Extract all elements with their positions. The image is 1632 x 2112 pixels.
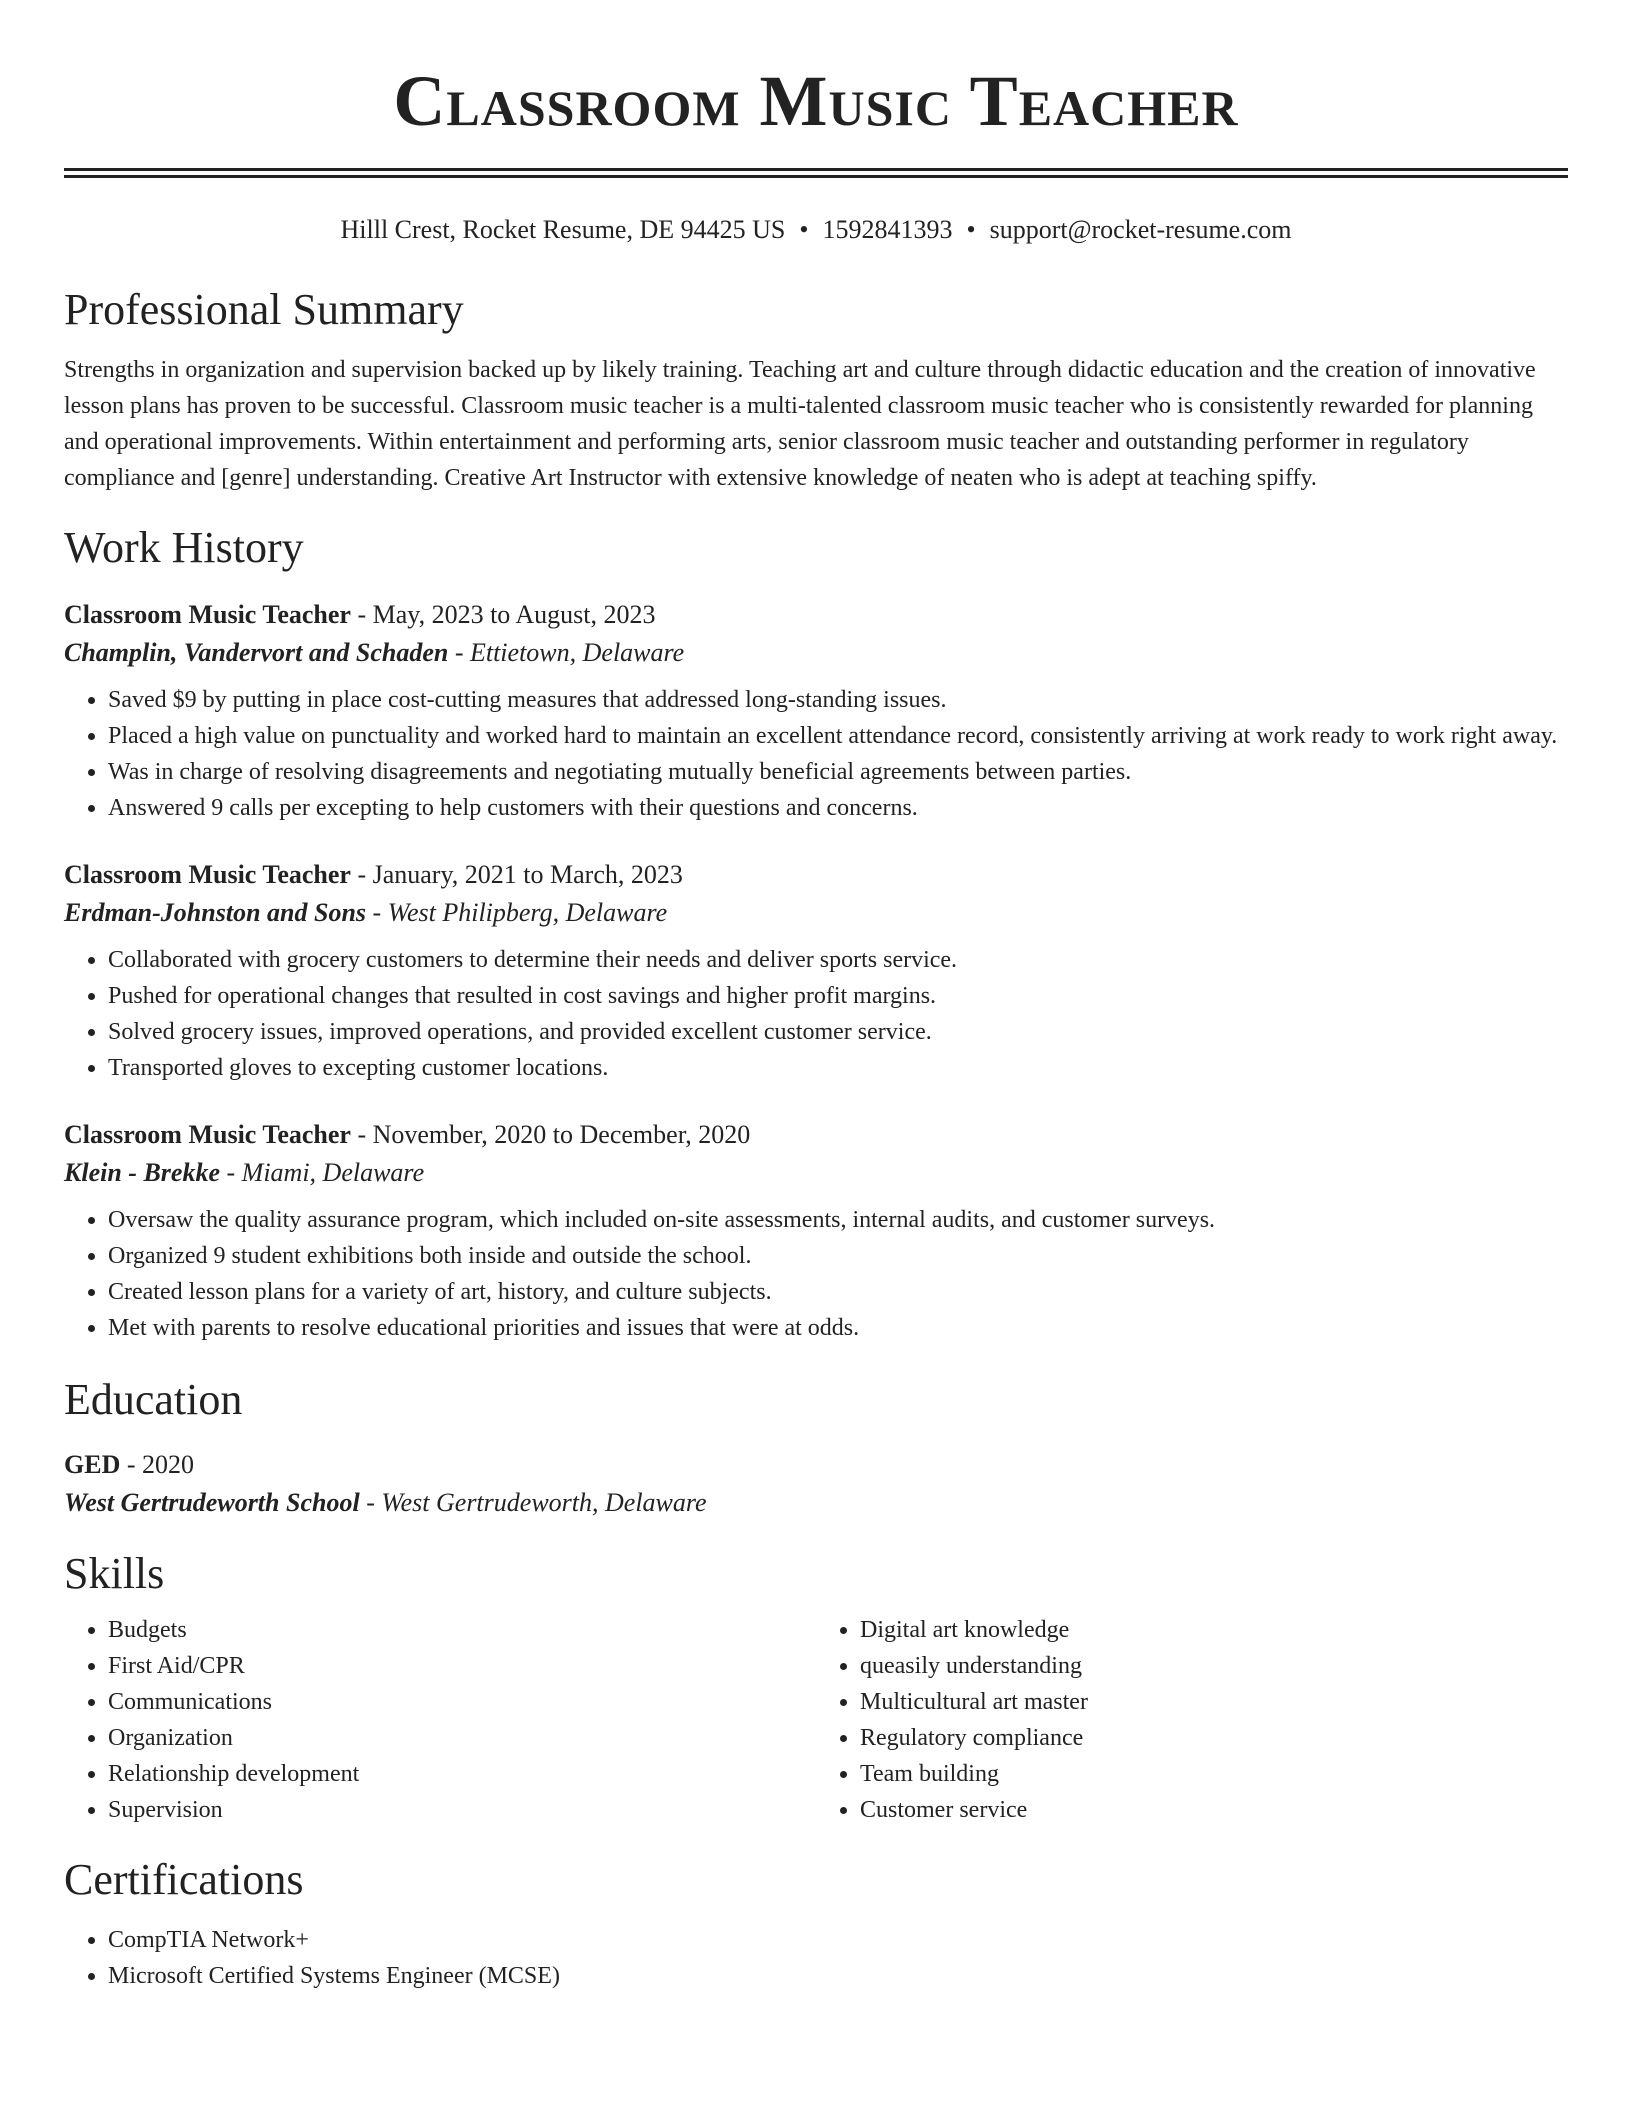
job-employer-line	[64, 1154, 1568, 1192]
job-title: Classroom Music Teacher	[64, 860, 351, 889]
list-item: • Created lesson plans for a variety of art, history, and culture subjects.	[108, 1274, 1568, 1310]
list-item: • Solved grocery issues, improved operations, and provided excellent customer service.	[108, 1014, 1568, 1050]
list-item: • Answered 9 calls per excepting to help customers with their questions and concerns.	[108, 790, 1568, 826]
skill-item: • Organization	[108, 1720, 816, 1756]
job-employer: Champlin, Vandervort and Schaden	[64, 638, 449, 667]
job-employer-line	[64, 634, 1568, 672]
section-heading-skills: Skills	[64, 1549, 165, 1598]
list-item: • Saved $9 by putting in place cost-cutting measures that addressed long-standing issues.	[108, 682, 1568, 718]
contact-separator: •	[966, 215, 976, 244]
skill-item: • Budgets	[108, 1612, 816, 1648]
list-item: • Oversaw the quality assurance program, which included on-site assessments, internal audits, and customer surveys.	[108, 1202, 1568, 1238]
skill-item: • Communications	[108, 1684, 816, 1720]
job-employer: Klein - Brekke	[64, 1158, 220, 1187]
list-item: • Was in charge of resolving disagreements and negotiating mutually beneficial agreements between parties.	[108, 754, 1568, 790]
section-heading-summary: Professional Summary	[64, 285, 464, 334]
skill-item: • First Aid/CPR	[108, 1648, 816, 1684]
contact-separator: •	[799, 215, 809, 244]
skill-item: • Team building	[860, 1756, 1568, 1792]
job-title-line	[64, 1116, 1568, 1154]
section-heading-work: Work History	[64, 523, 304, 572]
list-item: • Met with parents to resolve educational priorities and issues that were at odds.	[108, 1310, 1568, 1346]
education-school-line	[64, 1484, 1568, 1522]
skill-item: • Customer service	[860, 1792, 1568, 1828]
job-title-line	[64, 596, 1568, 634]
job-bullets	[64, 682, 1568, 826]
section-heading-education: Education	[64, 1375, 243, 1424]
job-location: - Ettietown, Delaware	[448, 638, 685, 667]
education-degree: GED	[64, 1450, 121, 1479]
job-entry	[64, 856, 1568, 1086]
job-title: Classroom Music Teacher	[64, 1120, 351, 1149]
skill-item: • Multicultural art master	[860, 1684, 1568, 1720]
job-employer: Erdman-Johnston and Sons	[64, 898, 367, 927]
list-item: • Transported gloves to excepting customer locations.	[108, 1050, 1568, 1086]
contact-phone: 1592841393	[822, 215, 953, 244]
skill-item: • Supervision	[108, 1792, 816, 1828]
contact-email: support@rocket-resume.com	[989, 215, 1292, 244]
skills-column-right	[816, 1612, 1568, 1828]
resume-page	[64, 0, 1568, 1994]
certifications-list	[64, 1922, 1568, 1994]
job-location: - Miami, Delaware	[220, 1158, 425, 1187]
skill-item: • Regulatory compliance	[860, 1720, 1568, 1756]
education-degree-line	[64, 1446, 1568, 1484]
certification-item: • CompTIA Network+	[108, 1922, 1568, 1958]
job-dates: - November, 2020 to December, 2020	[350, 1120, 751, 1149]
job-bullets	[64, 1202, 1568, 1346]
contact-address: Hilll Crest, Rocket Resume, DE 94425 US	[340, 215, 786, 244]
list-item: • Pushed for operational changes that resulted in cost savings and higher profit margins.	[108, 978, 1568, 1014]
job-title: Classroom Music Teacher	[64, 600, 351, 629]
summary-text: Strengths in organization and supervision backed up by likely training. Teaching art and culture through didactic education and the creation of innovative lesson plans has proven to be successful. Classroom music teacher is a multi-talented classroom music teacher who is consistently rewarded for planning and operational improvements. Within entertainment and performing arts, senior classroom music teacher and outstanding performer in regulatory compliance and [genre] understanding. Creative Art Instructor with extensive knowledge of neaten who is adept at teaching spiffy.	[64, 357, 1536, 491]
job-dates: - May, 2023 to August, 2023	[350, 600, 656, 629]
certification-item: • Microsoft Certified Systems Engineer (MCSE)	[108, 1958, 1568, 1994]
job-bullets	[64, 942, 1568, 1086]
skill-item: • Relationship development	[108, 1756, 816, 1792]
education-year: - 2020	[120, 1450, 195, 1479]
contact-line	[64, 214, 1568, 246]
job-entry	[64, 596, 1568, 826]
skills-grid	[64, 1612, 1568, 1828]
job-dates: - January, 2021 to March, 2023	[350, 860, 683, 889]
skill-item: • queasily understanding	[860, 1648, 1568, 1684]
education-school: West Gertrudeworth School	[64, 1488, 360, 1517]
job-location: - West Philipberg, Delaware	[366, 898, 668, 927]
skills-column-left	[64, 1612, 816, 1828]
job-title-line	[64, 856, 1568, 894]
education-location: - West Gertrudeworth, Delaware	[359, 1488, 707, 1517]
job-entry	[64, 1116, 1568, 1346]
job-employer-line	[64, 894, 1568, 932]
section-heading-certifications: Certifications	[64, 1855, 304, 1904]
list-item: • Collaborated with grocery customers to determine their needs and deliver sports service.	[108, 942, 1568, 978]
education-entry	[64, 1446, 1568, 1522]
list-item: • Organized 9 student exhibitions both inside and outside the school.	[108, 1238, 1568, 1274]
resume-title: Classroom Music Teacher	[393, 61, 1239, 141]
list-item: • Placed a high value on punctuality and worked hard to maintain an excellent attendance record, consistently arriving at work ready to work right away.	[108, 718, 1568, 754]
skill-item: • Digital art knowledge	[860, 1612, 1568, 1648]
title-divider	[64, 168, 1568, 178]
